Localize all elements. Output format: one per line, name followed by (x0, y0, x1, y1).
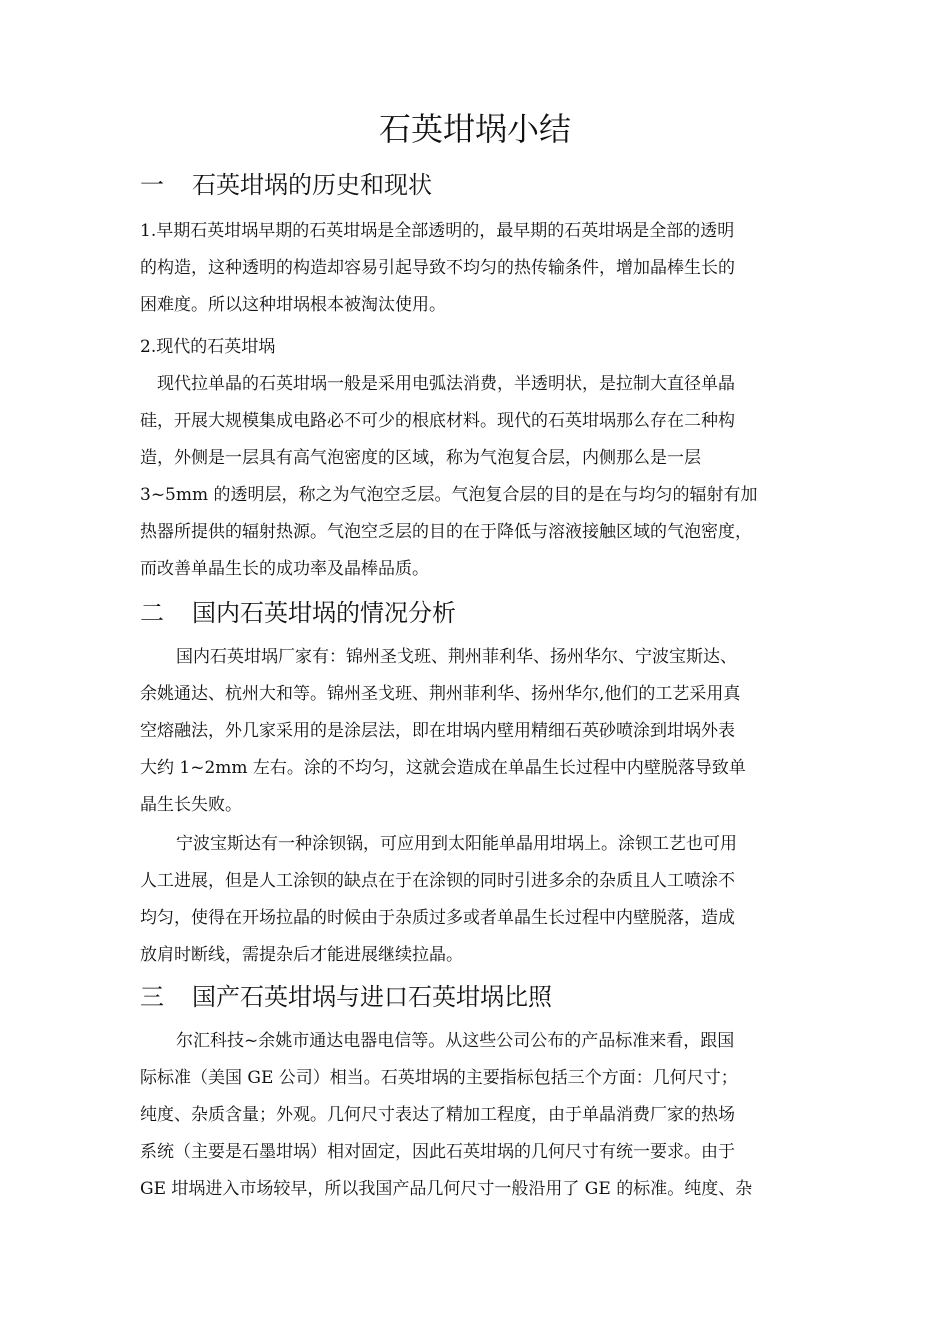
paragraph-line: 国内石英坩埚厂家有：锦州圣戈班、荆州菲利华、扬州华尔、宁波宝斯达、 (176, 647, 737, 667)
section-title: 国产石英坩埚与进口石英坩埚比照 (192, 983, 552, 1011)
paragraph-line: 2.现代的石英坩埚 (140, 337, 276, 357)
section-heading-3 (140, 980, 552, 1014)
paragraph-line: 际标准（美国 GE 公司）相当。石英坩埚的主要指标包括三个方面：几何尺寸； (140, 1068, 738, 1088)
paragraph-line: 热器所提供的辐射热源。气泡空乏层的目的在于降低与溶液接触区域的气泡密度， (140, 522, 752, 542)
paragraph-line: 3~5mm 的透明层，称之为气泡空乏层。气泡复合层的目的是在与均匀的辐射有加 (140, 485, 758, 505)
paragraph-line: 系统（主要是石墨坩埚）相对固定，因此石英坩埚的几何尺寸有统一要求。由于 (140, 1142, 735, 1162)
paragraph-line: 现代拉单晶的石英坩埚一般是采用电弧法消费，半透明状，是拉制大直径单晶 (157, 374, 735, 394)
section-number: 二 (140, 599, 164, 627)
paragraph-line: 大约 1~2mm 左右。涂的不均匀，这就会造成在单晶生长过程中内壁脱落导致单 (140, 758, 746, 778)
section-heading-1 (140, 168, 432, 202)
paragraph-line: 晶生长失败。 (140, 795, 242, 815)
paragraph-line: 造，外侧是一层具有高气泡密度的区域，称为气泡复合层，内侧那么是一层 (140, 448, 701, 468)
paragraph-line: 宁波宝斯达有一种涂钡锅，可应用到太阳能单晶用坩埚上。涂钡工艺也可用 (176, 834, 737, 854)
paragraph-line: GE 坩埚进入市场较早，所以我国产品几何尺寸一般沿用了 GE 的标准。纯度、杂 (140, 1179, 753, 1199)
paragraph-line: 而改善单晶生长的成功率及晶棒品质。 (140, 559, 429, 579)
section-title: 国内石英坩埚的情况分析 (192, 599, 456, 627)
paragraph-line: 人工进展，但是人工涂钡的缺点在于在涂钡的同时引进多余的杂质且人工喷涂不 (140, 871, 735, 891)
section-title: 石英坩埚的历史和现状 (192, 171, 432, 199)
section-heading-2 (140, 596, 456, 630)
paragraph-line: 余姚通达、杭州大和等。锦州圣戈班、荆州菲利华、扬州华尔,他们的工艺采用真 (140, 684, 741, 704)
paragraph-line: 放肩时断线，需提杂后才能进展继续拉晶。 (140, 945, 463, 965)
section-number: 三 (140, 983, 164, 1011)
paragraph-line: 纯度、杂质含量；外观。几何尺寸表达了精加工程度，由于单晶消费厂家的热场 (140, 1105, 735, 1125)
paragraph-line: 硅，开展大规模集成电路必不可少的根底材料。现代的石英坩埚那么存在二种构 (140, 411, 735, 431)
paragraph-line: 空熔融法，外几家采用的是涂层法，即在坩埚内壁用精细石英砂喷涂到坩埚外表 (140, 721, 735, 741)
paragraph-line: 1.早期石英坩埚早期的石英坩埚是全部透明的，最早期的石英坩埚是全部的透明 (140, 221, 735, 241)
paragraph-line: 困难度。所以这种坩埚根本被淘汰使用。 (140, 295, 446, 315)
paragraph-line: 尔汇科技~余姚市通达电器电信等。从这些公司公布的产品标准来看，跟国 (176, 1031, 735, 1051)
paragraph-line: 均匀，使得在开场拉晶的时候由于杂质过多或者单晶生长过程中内壁脱落，造成 (140, 908, 735, 928)
paragraph-line: 的构造，这种透明的构造却容易引起导致不均匀的热传输条件，增加晶棒生长的 (140, 258, 735, 278)
section-number: 一 (140, 171, 164, 199)
document-title: 石英坩埚小结 (378, 110, 571, 148)
